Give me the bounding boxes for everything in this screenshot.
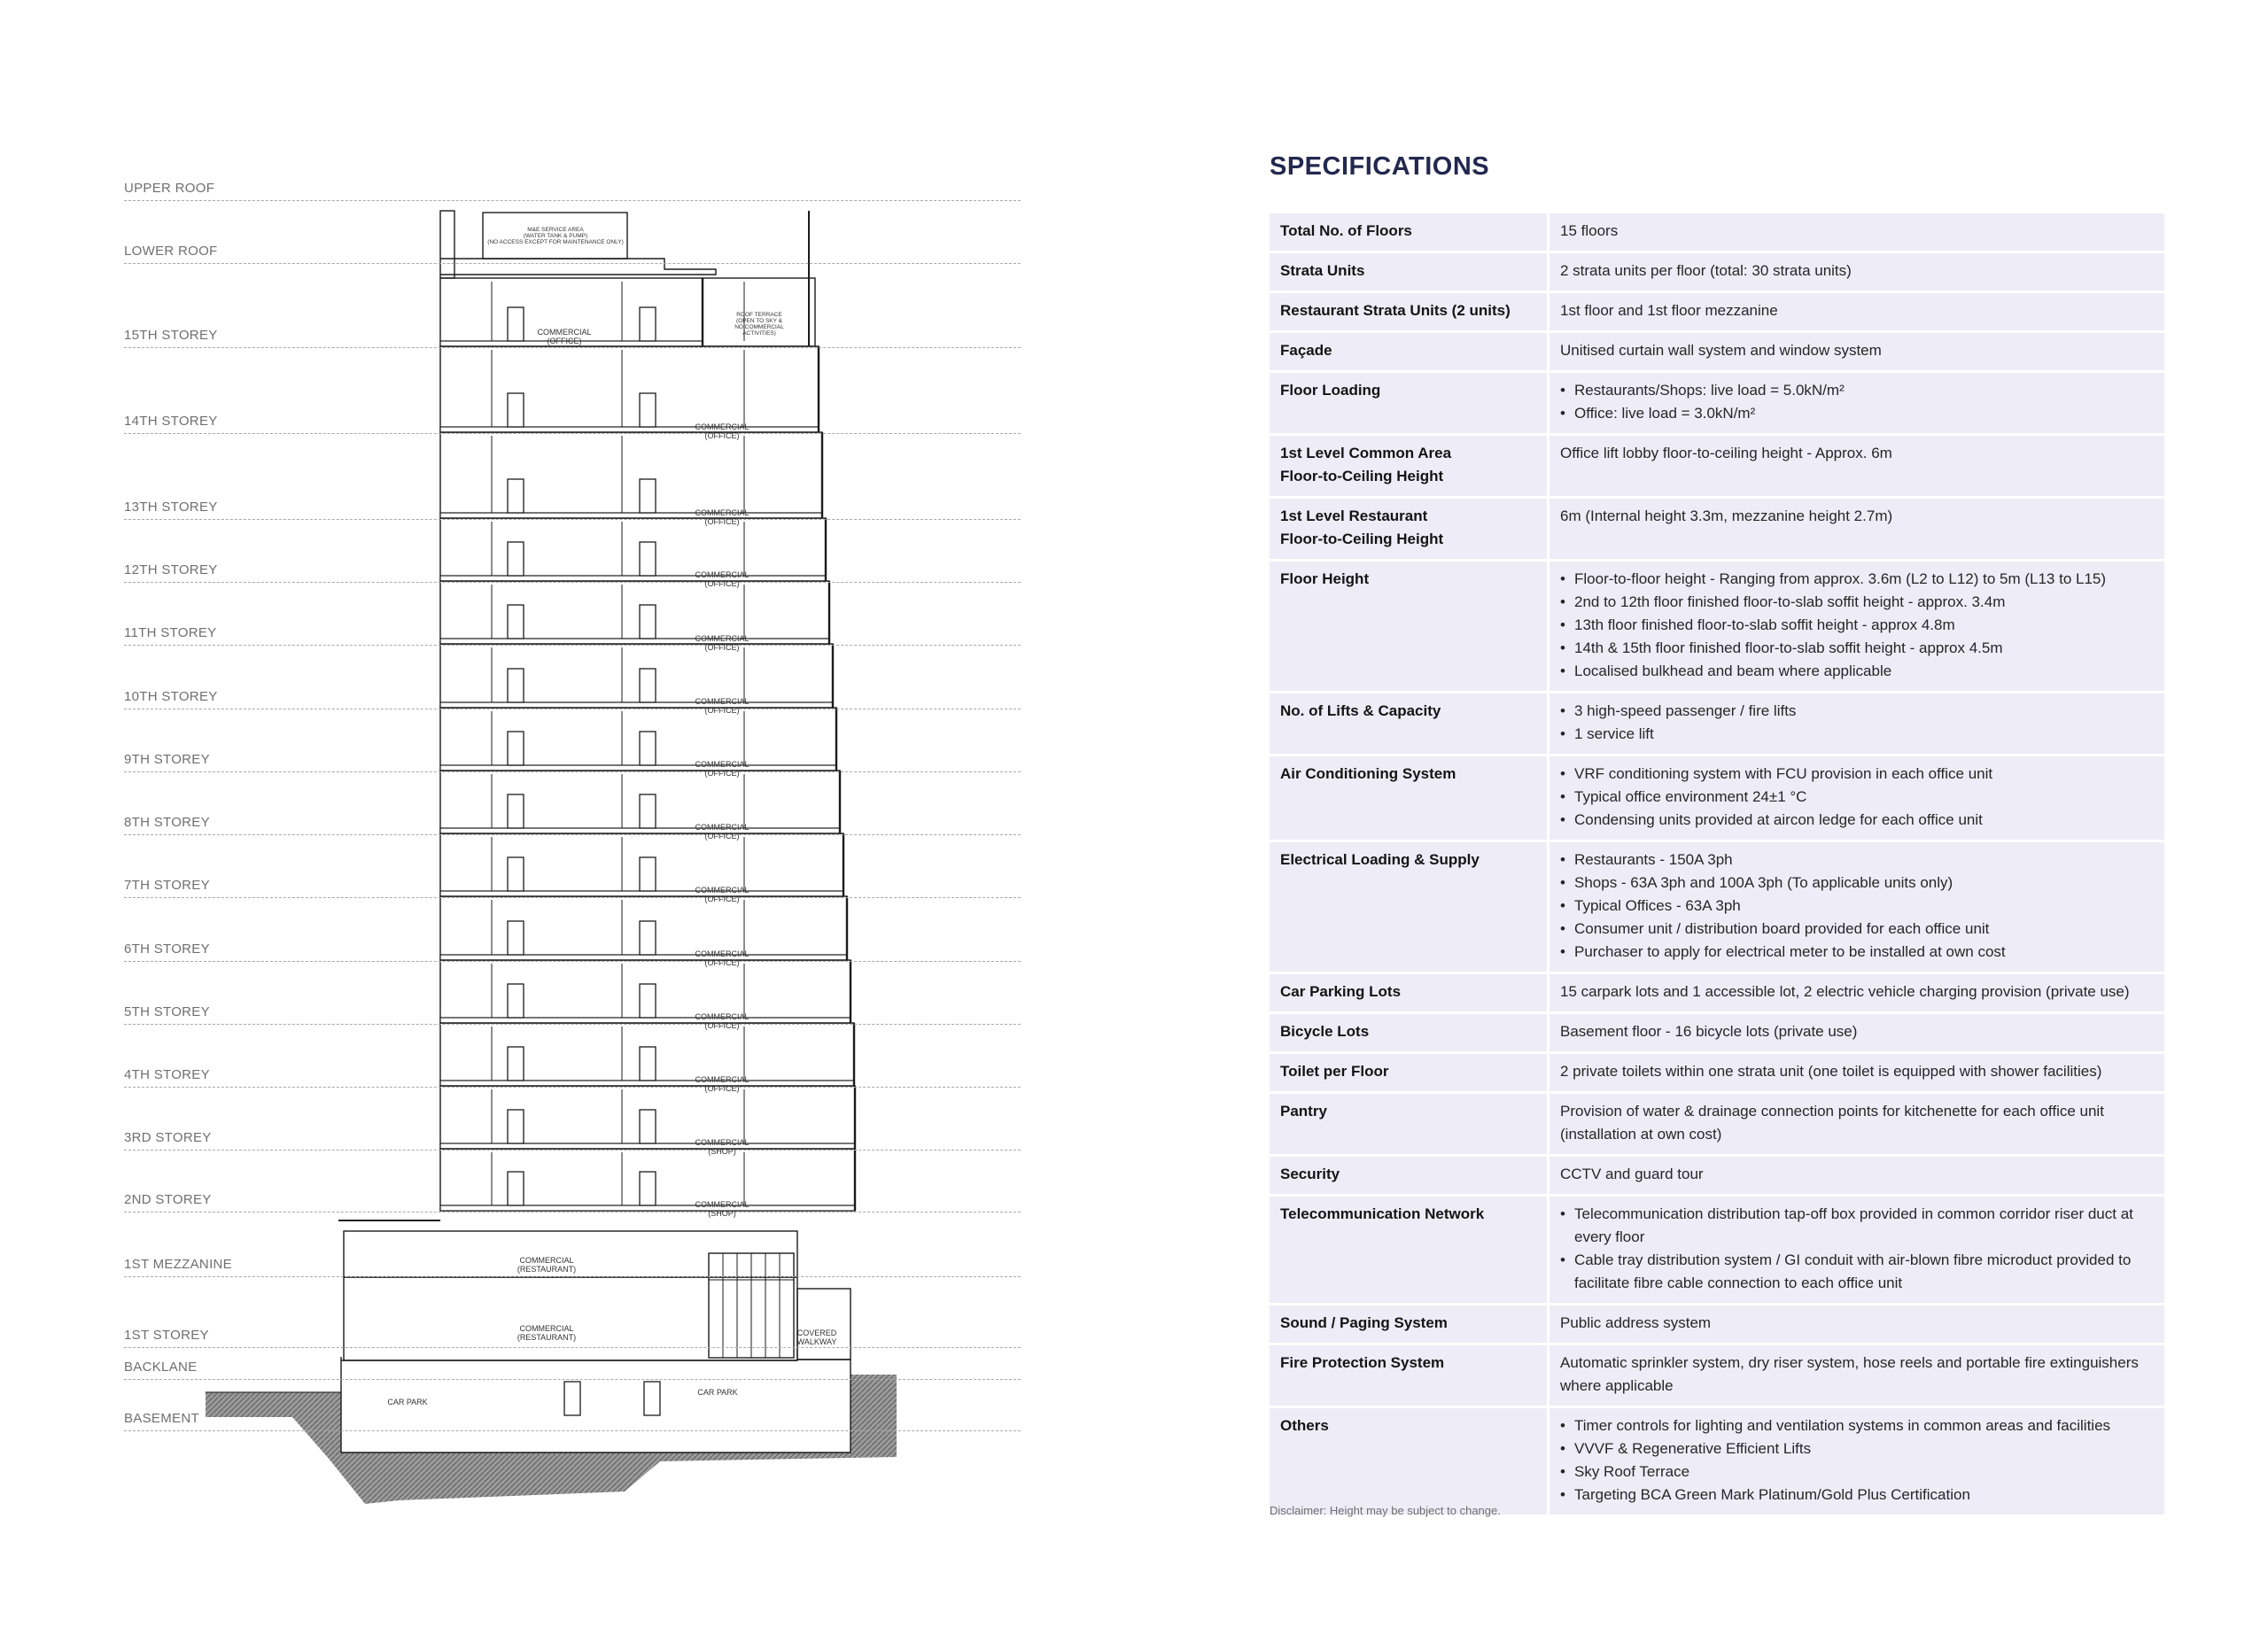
spec-value: Public address system	[1550, 1305, 2164, 1343]
spec-value	[1550, 842, 2164, 972]
room-label: CAR PARK	[697, 1388, 738, 1397]
spec-bullet: • Localised bulkhead and beam where applicable	[1560, 660, 2154, 683]
level-label: 1ST STOREY	[124, 1328, 209, 1343]
spec-value	[1550, 373, 2164, 433]
spec-key: 1st Level Restaurant Floor-to-Ceiling Height	[1270, 499, 1550, 559]
spec-bullet: • 2nd to 12th floor finished floor-to-slab soffit height - approx. 3.4m	[1560, 591, 2154, 614]
spec-bullet: • Consumer unit / distribution board provided for each office unit	[1560, 918, 2154, 941]
floor-outline	[440, 518, 826, 581]
level-line	[124, 645, 1021, 646]
spec-key: Security	[1270, 1157, 1550, 1194]
door	[640, 669, 656, 702]
room-label: COMMERCIAL (OFFICE)	[695, 1012, 750, 1030]
spec-bullet-list	[1560, 763, 2154, 832]
spec-key: Electrical Loading & Supply	[1270, 842, 1550, 972]
floor-slab	[440, 955, 847, 960]
room-label: COMMERCIAL (RESTAURANT)	[517, 1256, 577, 1274]
level-label: 2ND STOREY	[124, 1192, 212, 1207]
floor-slab	[440, 1081, 854, 1086]
spec-key: Total No. of Floors	[1270, 213, 1550, 251]
spec-row	[1270, 693, 2164, 754]
spec-row	[1270, 562, 2164, 691]
spec-key: Telecommunication Network	[1270, 1197, 1550, 1303]
level-label: 3RD STOREY	[124, 1130, 212, 1145]
spec-bullet: • Restaurants - 150A 3ph	[1560, 848, 2154, 872]
level-label: 8TH STOREY	[124, 815, 210, 830]
door	[508, 479, 524, 513]
door	[640, 732, 656, 765]
spec-value: Office lift lobby floor-to-ceiling height - Approx. 6m	[1550, 436, 2164, 496]
spec-key: Floor Loading	[1270, 373, 1550, 433]
level-line	[124, 897, 1021, 898]
spec-bullet: • 14th & 15th floor finished floor-to-slab soffit height - approx 4.5m	[1560, 637, 2154, 660]
spec-row	[1270, 842, 2164, 972]
door	[508, 794, 524, 828]
level-label: LOWER ROOF	[124, 244, 218, 259]
level-line	[124, 1150, 1021, 1151]
spec-row	[1270, 253, 2164, 291]
spec-value: Unitised curtain wall system and window system	[1550, 333, 2164, 370]
spec-row	[1270, 373, 2164, 433]
disclaimer-note: Disclaimer: Height may be subject to change.	[1270, 1504, 1501, 1517]
spec-row	[1270, 213, 2164, 251]
spec-key: Restaurant Strata Units (2 units)	[1270, 293, 1550, 330]
spec-bullet: • Sky Roof Terrace	[1560, 1460, 2154, 1484]
spec-bullet-list	[1560, 1203, 2154, 1295]
room-label: COMMERCIAL (OFFICE)	[695, 570, 750, 588]
level-line	[124, 519, 1021, 520]
specifications-table-body	[1270, 213, 2164, 1515]
spec-key: Façade	[1270, 333, 1550, 370]
door	[508, 1172, 524, 1205]
spec-row	[1270, 1345, 2164, 1406]
spec-bullet: • Cable tray distribution system / GI conduit with air-blown fibre microduct provided to facilitate fibre cable connection to each office unit	[1560, 1249, 2154, 1295]
door	[508, 542, 524, 576]
spec-key: Toilet per Floor	[1270, 1054, 1550, 1091]
floor-outline	[440, 432, 822, 518]
level-label: 12TH STOREY	[124, 562, 218, 577]
floor-slab	[440, 513, 822, 518]
spec-bullet-list	[1560, 379, 2154, 425]
floor-slab	[440, 891, 843, 896]
level-line	[124, 771, 1021, 772]
spec-row	[1270, 333, 2164, 370]
door	[640, 1047, 656, 1081]
level-label: UPPER ROOF	[124, 181, 215, 196]
door	[508, 857, 524, 891]
floor-outline	[440, 644, 833, 708]
room-label: COMMERCIAL (OFFICE)	[695, 760, 750, 778]
level-line	[124, 347, 1021, 348]
spec-bullet: • 1 service lift	[1560, 723, 2154, 746]
level-label: 15TH STOREY	[124, 328, 218, 343]
room-label: M&E SERVICE AREA (WATER TANK & PUMP) (NO ACCESS EXCEPT FOR MAINTENANCE ONLY)	[487, 227, 624, 245]
spec-row	[1270, 1408, 2164, 1515]
room-label: COMMERCIAL (OFFICE)	[695, 823, 750, 841]
roof-parapet-left	[440, 211, 454, 278]
door	[640, 479, 656, 513]
specifications-table	[1270, 211, 2164, 1517]
room-label: CAR PARK	[387, 1398, 428, 1406]
room-label: COMMERCIAL (SHOP)	[695, 1200, 750, 1218]
door	[508, 984, 524, 1018]
floor-outline	[440, 346, 819, 432]
door	[508, 393, 524, 427]
spec-row	[1270, 1094, 2164, 1154]
spec-value	[1550, 1408, 2164, 1515]
spec-value: 6m (Internal height 3.3m, mezzanine height 2.7m)	[1550, 499, 2164, 559]
spec-value	[1550, 1197, 2164, 1303]
door	[640, 984, 656, 1018]
door	[644, 1382, 660, 1415]
level-line	[124, 200, 1021, 201]
spec-row	[1270, 1014, 2164, 1051]
level-line	[124, 1212, 1021, 1213]
spec-row	[1270, 974, 2164, 1011]
room-label: COMMERCIAL (OFFICE)	[695, 634, 750, 652]
spec-bullet-list	[1560, 1414, 2154, 1507]
floor-slab	[440, 1018, 850, 1023]
spec-key: Car Parking Lots	[1270, 974, 1550, 1011]
room-label: COMMERCIAL (OFFICE)	[695, 949, 750, 967]
level-label: 11TH STOREY	[124, 625, 217, 640]
spec-key: Floor Height	[1270, 562, 1550, 691]
spec-value: 1st floor and 1st floor mezzanine	[1550, 293, 2164, 330]
spec-bullet: • Purchaser to apply for electrical meter to be installed at own cost	[1560, 941, 2154, 964]
spec-bullet: • VVVF & Regenerative Efficient Lifts	[1560, 1437, 2154, 1460]
spec-value: Provision of water & drainage connection points for kitchenette for each office unit (installation at own cost)	[1550, 1094, 2164, 1154]
spec-bullet: • Telecommunication distribution tap-off box provided in common corridor riser duct at every floor	[1560, 1203, 2154, 1249]
level-label: 10TH STOREY	[124, 689, 218, 704]
floor-slab	[440, 702, 833, 708]
room-label: COMMERCIAL (SHOP)	[695, 1138, 750, 1156]
floor-slab	[440, 427, 819, 432]
door	[640, 542, 656, 576]
spec-key: Bicycle Lots	[1270, 1014, 1550, 1051]
spec-bullet: • Typical Offices - 63A 3ph	[1560, 895, 2154, 918]
lower-roof-slab	[440, 259, 716, 275]
room-label: COMMERCIAL (OFFICE)	[695, 1075, 750, 1093]
level-line	[124, 961, 1021, 962]
spec-bullet: • Office: live load = 3.0kN/m²	[1560, 402, 2154, 425]
door	[640, 921, 656, 955]
level-label: 4TH STOREY	[124, 1067, 210, 1082]
floor-slab	[440, 639, 829, 644]
level-line	[124, 1430, 1021, 1431]
level-line	[124, 1276, 1021, 1277]
spec-value: 2 strata units per floor (total: 30 strata units)	[1550, 253, 2164, 291]
door	[508, 1047, 524, 1081]
room-label: COMMERCIAL (OFFICE)	[537, 328, 592, 345]
door	[564, 1382, 580, 1415]
floor-outline	[440, 581, 829, 644]
door	[508, 1110, 524, 1143]
spec-bullet: • Restaurants/Shops: live load = 5.0kN/m²	[1560, 379, 2154, 402]
specifications-title: SPECIFICATIONS	[1270, 152, 1490, 181]
level-line	[124, 1087, 1021, 1088]
floor-slab	[440, 765, 836, 771]
level-line	[124, 1024, 1021, 1025]
spec-bullet: • 13th floor finished floor-to-slab soffit height - approx 4.8m	[1560, 614, 2154, 637]
spec-bullet: • Timer controls for lighting and ventilation systems in common areas and facilities	[1560, 1414, 2154, 1437]
spec-value: Basement floor - 16 bicycle lots (private use)	[1550, 1014, 2164, 1051]
spec-row	[1270, 1197, 2164, 1303]
spec-value: 15 floors	[1550, 213, 2164, 251]
spec-value: Automatic sprinkler system, dry riser system, hose reels and portable fire extinguishers where applicable	[1550, 1345, 2164, 1406]
floor-slab	[440, 576, 826, 581]
room-label: COMMERCIAL (OFFICE)	[695, 697, 750, 715]
door	[640, 393, 656, 427]
door	[640, 794, 656, 828]
room-label: COMMERCIAL (OFFICE)	[695, 422, 750, 440]
level-line	[124, 582, 1021, 583]
door	[640, 605, 656, 639]
spec-value: 15 carpark lots and 1 accessible lot, 2 electric vehicle charging provision (private use)	[1550, 974, 2164, 1011]
floor-slab	[440, 828, 840, 833]
spec-row	[1270, 1305, 2164, 1343]
door	[508, 669, 524, 702]
level-line	[124, 433, 1021, 434]
level-label: BASEMENT	[124, 1411, 199, 1426]
door	[640, 1110, 656, 1143]
spec-key: Others	[1270, 1408, 1550, 1515]
door	[508, 732, 524, 765]
door	[508, 921, 524, 955]
spec-key: Pantry	[1270, 1094, 1550, 1154]
spec-row	[1270, 1054, 2164, 1091]
spec-key: No. of Lifts & Capacity	[1270, 693, 1550, 754]
spec-key: Air Conditioning System	[1270, 756, 1550, 840]
level-line	[124, 263, 1021, 264]
spec-row	[1270, 756, 2164, 840]
floor-slab	[440, 1205, 855, 1211]
level-line	[124, 1379, 1021, 1380]
floor-slab	[440, 1143, 855, 1149]
spec-bullet: • Floor-to-floor height - Ranging from approx. 3.6m (L2 to L12) to 5m (L13 to L15)	[1560, 568, 2154, 591]
spec-bullet: • Typical office environment 24±1 °C	[1560, 786, 2154, 809]
spec-bullet: • Shops - 63A 3ph and 100A 3ph (To applicable units only)	[1560, 872, 2154, 895]
door	[508, 307, 524, 341]
level-label: BACKLANE	[124, 1360, 198, 1375]
level-label: 5TH STOREY	[124, 1004, 210, 1019]
spec-bullet-list	[1560, 848, 2154, 964]
level-label: 6TH STOREY	[124, 941, 210, 957]
room-label: COVERED WALKWAY	[796, 1329, 837, 1346]
room-label: COMMERCIAL (RESTAURANT)	[517, 1324, 577, 1342]
spec-bullet-list	[1560, 700, 2154, 746]
spec-value	[1550, 693, 2164, 754]
spec-value: 2 private toilets within one strata unit (one toilet is equipped with shower facilities)	[1550, 1054, 2164, 1091]
spec-bullet: • 3 high-speed passenger / fire lifts	[1560, 700, 2154, 723]
level-label: 7TH STOREY	[124, 878, 210, 893]
spec-value: CCTV and guard tour	[1550, 1157, 2164, 1194]
spec-key: Fire Protection System	[1270, 1345, 1550, 1406]
level-label: 14TH STOREY	[124, 414, 218, 429]
level-label: 13TH STOREY	[124, 500, 218, 515]
spec-key: 1st Level Common Area Floor-to-Ceiling Height	[1270, 436, 1550, 496]
room-label: ROOF TERRACE (OPEN TO SKY & NO COMMERCIAL ACTIVITIES)	[734, 312, 784, 337]
spec-row	[1270, 293, 2164, 330]
room-label: COMMERCIAL (OFFICE)	[695, 508, 750, 526]
door	[508, 605, 524, 639]
ground-hatch	[206, 1375, 897, 1504]
level-label: 9TH STOREY	[124, 752, 210, 767]
covered-walkway-box	[797, 1289, 850, 1360]
spec-row	[1270, 499, 2164, 559]
spec-row	[1270, 1157, 2164, 1194]
spec-bullet-list	[1560, 568, 2154, 683]
room-label: COMMERCIAL (OFFICE)	[695, 886, 750, 903]
spec-bullet: • VRF conditioning system with FCU provision in each office unit	[1560, 763, 2154, 786]
spec-key: Sound / Paging System	[1270, 1305, 1550, 1343]
door	[640, 857, 656, 891]
level-line	[124, 1347, 1021, 1348]
floor-outline	[440, 708, 836, 771]
spec-value	[1550, 562, 2164, 691]
door	[640, 1172, 656, 1205]
spec-row	[1270, 436, 2164, 496]
spec-bullet: • Condensing units provided at aircon ledge for each office unit	[1560, 809, 2154, 832]
door	[640, 307, 656, 341]
spec-key: Strata Units	[1270, 253, 1550, 291]
spec-value	[1550, 756, 2164, 840]
level-line	[124, 834, 1021, 835]
spec-bullet: • Targeting BCA Green Mark Platinum/Gold Plus Certification	[1560, 1484, 2154, 1507]
level-label: 1ST MEZZANINE	[124, 1257, 232, 1272]
